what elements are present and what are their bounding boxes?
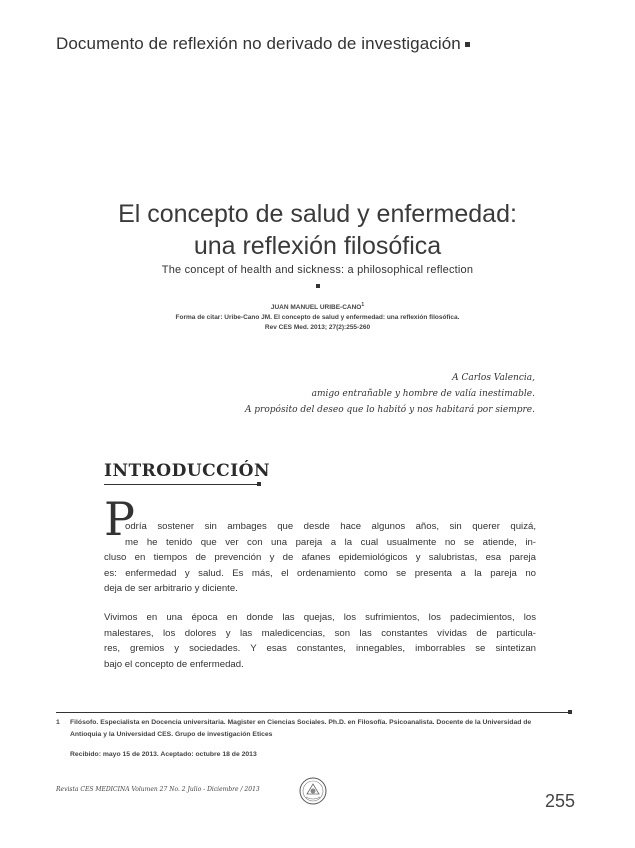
header-text: Documento de reflexión no derivado de investigación (56, 34, 461, 53)
page-number: 255 (544, 791, 575, 811)
paragraph-line: odría sostener sin ambages que desde hace algunos años, sin querer quizá, (125, 521, 536, 532)
dedication-line3: A propósito del deseo que lo habitó y nos habitará por siempre. (244, 405, 535, 415)
paragraph-line: bajo el concepto de enfermedad. (104, 658, 244, 670)
citation-line1: Forma de citar: Uribe-Cano JM. El concepto de salud y enfermedad: una reflexión filosófica. (175, 314, 460, 321)
paragraph-line: malestares, los dolores y las maledicencias, son las constantes vívidas de particula- (104, 627, 536, 639)
dedication (245, 370, 535, 418)
separator-square-icon (316, 284, 320, 288)
footnote-rule-dot-icon (568, 710, 572, 714)
drop-cap: P (104, 492, 135, 546)
footnote-rule (56, 712, 570, 713)
intro-paragraph-1 (104, 519, 536, 597)
footnote-line1: Filósofo. Especialista en Docencia universitaria. Magister en Ciencias Sociales. Ph.D. en Filosofía. Psicoanalista. Docente de la Universidad de (70, 719, 532, 726)
article-title-line2: una reflexión filosófica (193, 232, 442, 260)
author-name (0, 302, 635, 311)
introduction-heading: INTRODUCCIÓN (104, 461, 271, 481)
intro-paragraph-2 (104, 610, 536, 672)
heading-underline-dot-icon (257, 482, 261, 486)
footnote-number: 1 (56, 719, 60, 726)
paragraph-line: me he tenido que ver con una pareja a la cual usualmente no se atiende, in- (125, 536, 536, 548)
footnote (56, 717, 570, 741)
paragraph-line: res, gremios y sociedades. Y esas constantes, innegables, imborrables se sintetizan (104, 643, 536, 655)
article-title-line1: El concepto de salud y enfermedad: (118, 200, 517, 228)
section-header (56, 34, 470, 54)
dedication-line1: A Carlos Valencia, (452, 373, 535, 383)
author-text: JUAN MANUEL URIBE-CANO (270, 304, 362, 312)
ces-university-seal-icon (298, 776, 328, 806)
paragraph-line: cluso en tiempos de prevención y de afanes epidemiológicos y salubristas, esa pareja (104, 552, 536, 564)
square-bullet-icon (465, 42, 470, 47)
dedication-line2: amigo entrañable y hombre de valía inestimable. (311, 389, 535, 399)
author-footnote-ref: 1 (361, 302, 365, 308)
heading-underline (104, 484, 258, 485)
article-subtitle: The concept of health and sickness: a philosophical reflection (161, 264, 474, 276)
citation-line2: Rev CES Med. 2013; 27(2):255-260 (264, 324, 371, 331)
paragraph-line: es: enfermedad y salud. Es más, el ordenamiento como se presenta a la pareja no (104, 567, 536, 579)
paragraph-line: Vivimos en una época en donde las quejas, los sufrimientos, los padecimientos, los (104, 612, 536, 623)
footnote-line2: Antioquia y la Universidad CES. Grupo de investigación Etices (70, 731, 273, 738)
journal-info: Revista CES MEDICINA Volumen 27 No. 2 Julio - Diciembre / 2013 (56, 786, 260, 793)
received-dates: Recibido: mayo 15 de 2013. Aceptado: octubre 18 de 2013 (70, 751, 257, 758)
paragraph-line: deja de ser arbitrario y diciente. (104, 583, 238, 595)
